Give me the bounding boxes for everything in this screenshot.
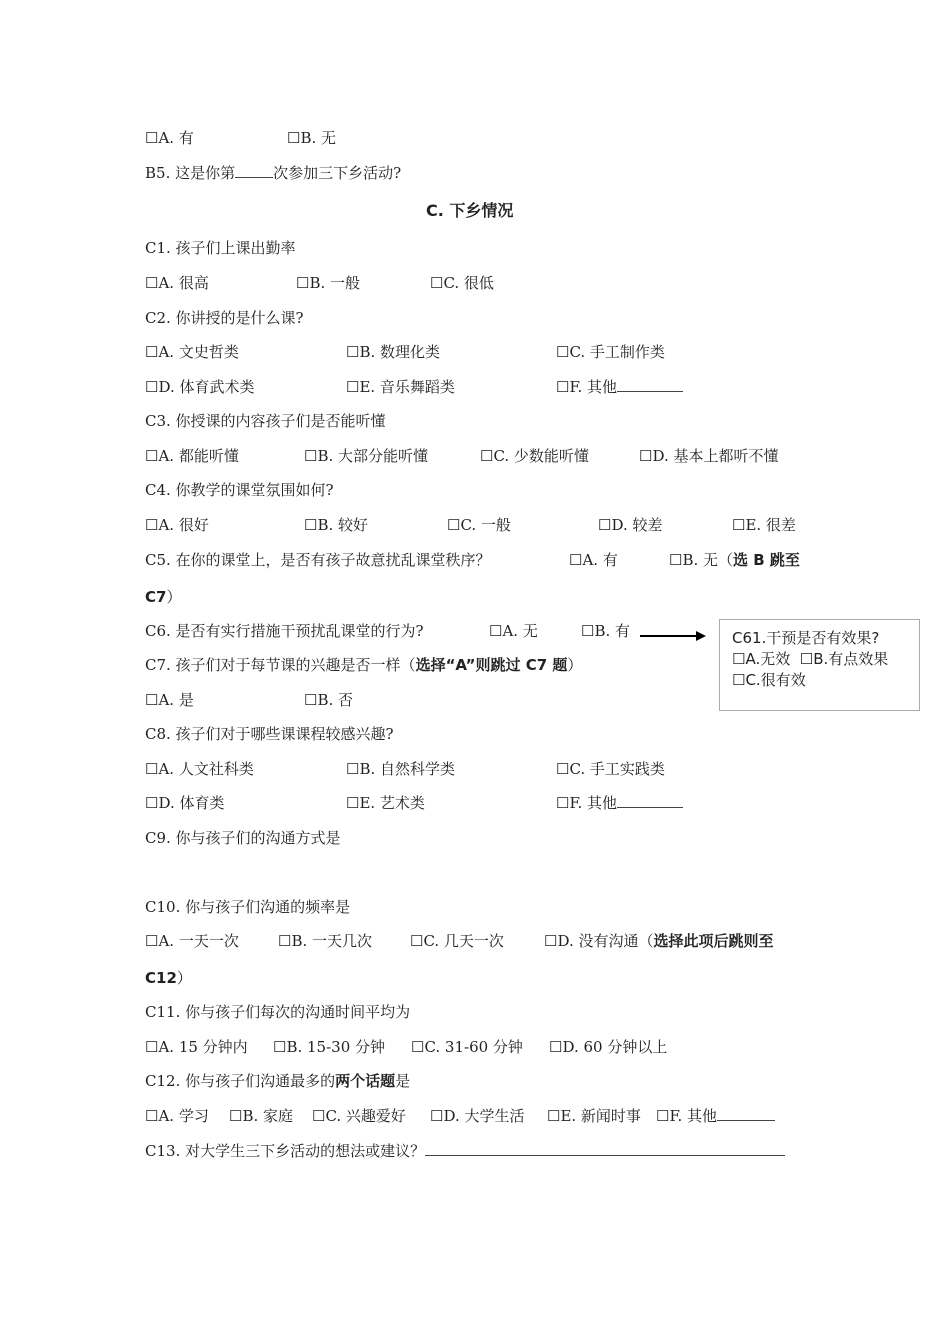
c10-option-c[interactable]: ☐C. 几天一次 — [410, 932, 504, 950]
c9-question: C9. 你与孩子们的沟通方式是 — [145, 829, 341, 847]
c7-skip-note: 选择“A”则跳过 C7 题 — [415, 656, 568, 674]
b4-option-a[interactable]: ☐A. 有 — [145, 129, 194, 147]
c3-option-b[interactable]: ☐B. 大部分能听懂 — [304, 447, 429, 465]
c61-option-c[interactable]: ☐C.很有效 — [732, 671, 806, 689]
c6-option-a[interactable]: ☐A. 无 — [489, 622, 538, 640]
c1-option-a[interactable]: ☐A. 很高 — [145, 274, 209, 292]
c1-option-b[interactable]: ☐B. 一般 — [296, 274, 361, 292]
c11-option-b[interactable]: ☐B. 15-30 分钟 — [273, 1038, 386, 1056]
c2-option-f[interactable]: ☐F. 其他 — [556, 377, 683, 397]
c4-option-b[interactable]: ☐B. 较好 — [304, 516, 369, 534]
c1-option-c[interactable]: ☐C. 很低 — [430, 274, 494, 292]
c61-options-row1 — [732, 649, 888, 669]
c61-option-b[interactable]: ☐B.有点效果 — [799, 650, 889, 668]
c8-option-b[interactable]: ☐B. 自然科学类 — [346, 760, 456, 778]
c12-option-b[interactable]: ☐B. 家庭 — [229, 1107, 294, 1125]
c8-question: C8. 孩子们对于哪些课课程较感兴趣? — [145, 725, 394, 743]
c4-option-a[interactable]: ☐A. 很好 — [145, 516, 209, 534]
c4-option-e[interactable]: ☐E. 很差 — [732, 516, 796, 534]
c4-option-c[interactable]: ☐C. 一般 — [447, 516, 511, 534]
c5-question: C5. 在你的课堂上，是否有孩子故意扰乱课堂秩序？ — [145, 551, 491, 569]
c61-option-a[interactable]: ☐A.无效 — [732, 650, 791, 668]
c12-other-blank[interactable] — [717, 1106, 775, 1121]
c8-option-c[interactable]: ☐C. 手工实践类 — [556, 760, 665, 778]
c2-question: C2. 你讲授的是什么课? — [145, 309, 304, 327]
c10-skip-note: 选择此项后跳则至 — [653, 932, 774, 950]
c10-option-d[interactable]: ☐D. 没有沟通（选择此项后跳则至 — [544, 932, 774, 950]
c6-option-b[interactable]: ☐B. 有 — [581, 622, 631, 640]
b5-question: B5. 这是你第 次参加三下乡活动? — [145, 164, 402, 182]
c2-option-e[interactable]: ☐E. 音乐舞蹈类 — [346, 378, 455, 396]
c12-question: C12. 你与孩子们沟通最多的两个话题是 — [145, 1072, 411, 1090]
c3-option-d[interactable]: ☐D. 基本上都听不懂 — [639, 447, 779, 465]
c8-option-e[interactable]: ☐E. 艺术类 — [346, 794, 425, 812]
c8-option-a[interactable]: ☐A. 人文社科类 — [145, 760, 254, 778]
b5-blank[interactable] — [235, 163, 273, 178]
c12-option-c[interactable]: ☐C. 兴趣爱好 — [312, 1107, 406, 1125]
c7-option-a[interactable]: ☐A. 是 — [145, 691, 194, 709]
c3-question: C3. 你授课的内容孩子们是否能听懂 — [145, 412, 386, 430]
c11-option-a[interactable]: ☐A. 15 分钟内 — [145, 1038, 248, 1056]
c12-option-d[interactable]: ☐D. 大学生活 — [430, 1107, 525, 1125]
c61-followup-box — [719, 619, 920, 711]
c12-option-e[interactable]: ☐E. 新闻时事 — [547, 1107, 641, 1125]
c6-question: C6. 是否有实行措施干预扰乱课堂的行为? — [145, 622, 424, 640]
c12-option-f[interactable]: ☐F. 其他 — [656, 1106, 775, 1126]
c10-question: C10. 你与孩子们沟通的频率是 — [145, 898, 351, 916]
c8-option-d[interactable]: ☐D. 体育类 — [145, 794, 225, 812]
c12-option-a[interactable]: ☐A. 学习 — [145, 1107, 209, 1125]
c2-option-d[interactable]: ☐D. 体育武术类 — [145, 378, 255, 396]
c61-question: C61.干预是否有效果? — [732, 629, 880, 647]
c5-option-b[interactable]: ☐B. 无（选 B 跳至 — [669, 551, 800, 569]
c2-option-a[interactable]: ☐A. 文史哲类 — [145, 343, 239, 361]
c11-option-c[interactable]: ☐C. 31-60 分钟 — [411, 1038, 523, 1056]
c8-option-f[interactable]: ☐F. 其他 — [556, 793, 683, 813]
c3-option-c[interactable]: ☐C. 少数能听懂 — [480, 447, 589, 465]
c10-skip-note-cont: C12） — [145, 969, 192, 987]
b4-option-b[interactable]: ☐B. 无 — [287, 129, 337, 147]
c11-option-d[interactable]: ☐D. 60 分钟以上 — [549, 1038, 668, 1056]
c11-question: C11. 你与孩子们每次的沟通时间平均为 — [145, 1003, 411, 1021]
c8-other-blank[interactable] — [617, 793, 683, 808]
c13-answer-blank[interactable] — [425, 1141, 785, 1156]
c4-question: C4. 你教学的课堂氛围如何? — [145, 481, 334, 499]
c2-option-c[interactable]: ☐C. 手工制作类 — [556, 343, 665, 361]
c7-question: C7. 孩子们对于每节课的兴趣是否一样（选择“A”则跳过 C7 题） — [145, 656, 583, 674]
c3-option-a[interactable]: ☐A. 都能听懂 — [145, 447, 239, 465]
c5-option-a[interactable]: ☐A. 有 — [569, 551, 618, 569]
c5-skip-note: 选 B 跳至 — [733, 551, 800, 569]
section-c-title: C. 下乡情况 — [426, 201, 514, 220]
c1-question: C1. 孩子们上课出勤率 — [145, 239, 296, 257]
c13-question: C13. 对大学生三下乡活动的想法或建议？ — [145, 1141, 785, 1161]
c10-option-a[interactable]: ☐A. 一天一次 — [145, 932, 239, 950]
c2-other-blank[interactable] — [617, 377, 683, 392]
c4-option-d[interactable]: ☐D. 较差 — [598, 516, 663, 534]
arrow-right-icon — [640, 628, 708, 644]
c5-skip-note-cont: C7） — [145, 588, 182, 606]
c2-option-b[interactable]: ☐B. 数理化类 — [346, 343, 441, 361]
c7-option-b[interactable]: ☐B. 否 — [304, 691, 354, 709]
c10-option-b[interactable]: ☐B. 一天几次 — [278, 932, 373, 950]
